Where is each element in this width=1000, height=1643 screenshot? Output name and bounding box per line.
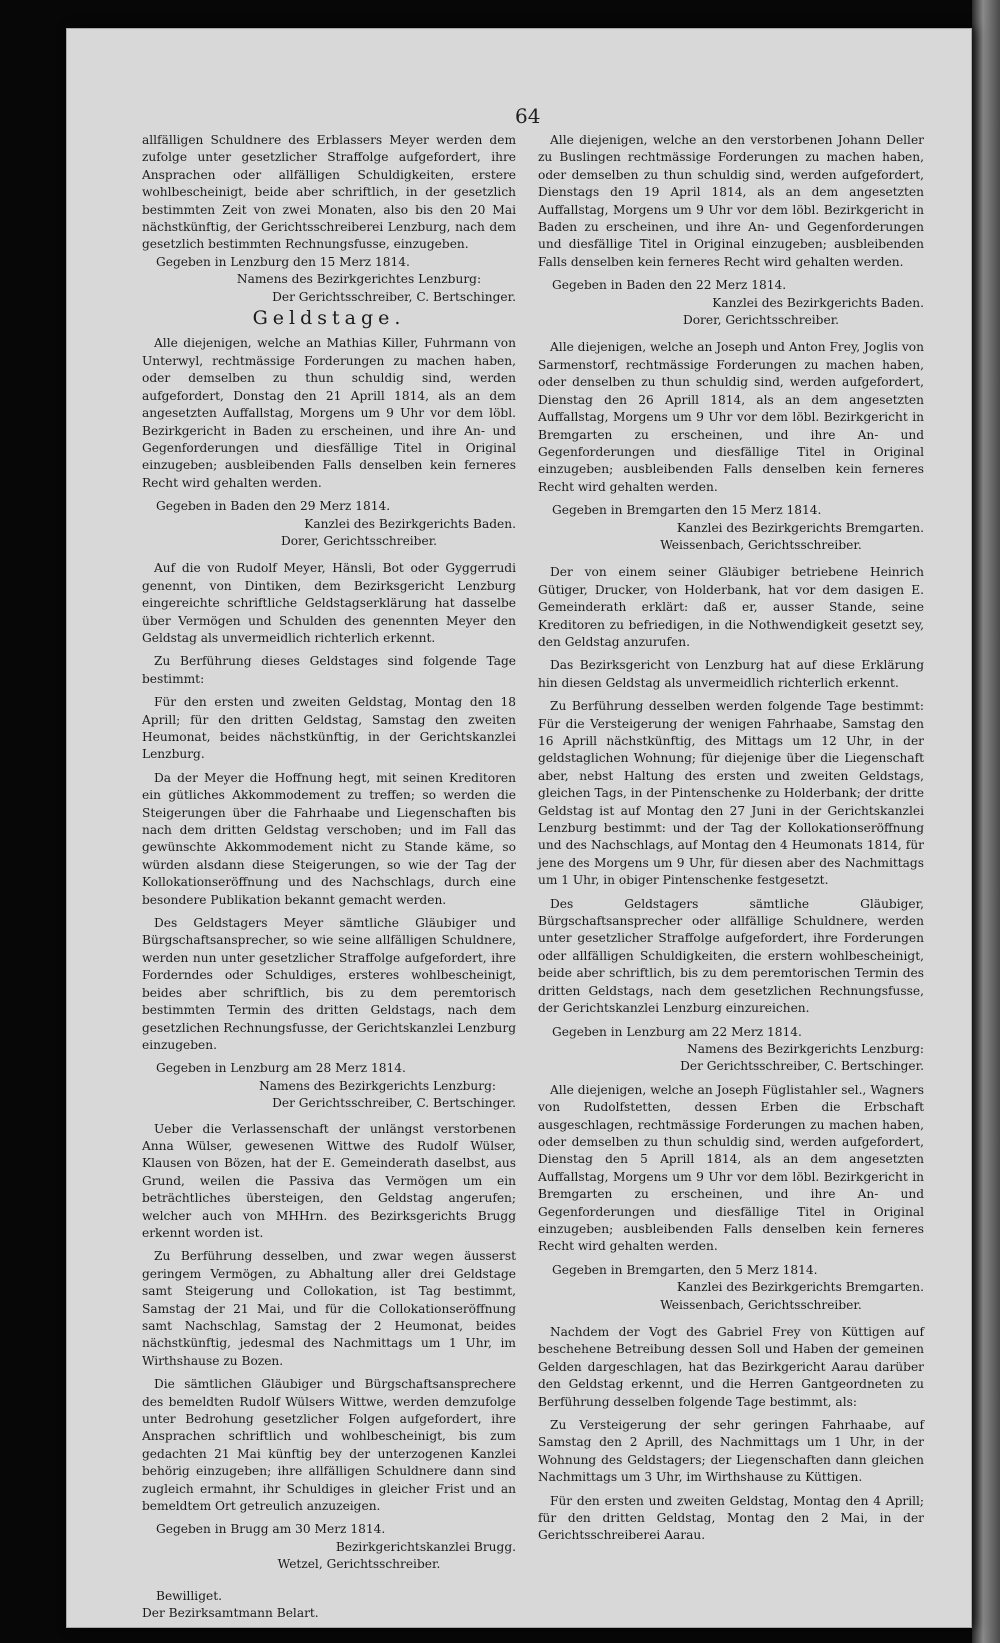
notice-text: allfälligen Schuldnere des Erblassers Meyer werden dem zufolge unter gesetzlicher Straffolge aufgefordert, ihre Ansprachen oder allfälligen Schuldigkeiten, erstere wohlbescheinigt, beide aber schriftlich, in der gesetzlich bestimmten Zeit von zwei Monaten, also bis den 20 Mai nächstkünftig, der Gerichtsschreiberei Lenzburg, nach dem gesetzlich bestimmten Rechnungsfusse, einzugeben. <box>142 133 516 252</box>
notice-paragraph: Nachdem der Vogt des Gabriel Frey von Küttigen auf beschehene Betreibung dessen Soll und Haben der gemeinen Gelden dargeschlagen, hat das Bezirkgericht Aarau darüber den Geldstag erkennt, und die Herren Gantgeordneten zu Berführung desselben folgende Tage bestimmt, als: <box>538 1325 924 1409</box>
notice-signature-office: Kanzlei des Bezirkgerichts Baden. <box>712 295 924 310</box>
notice-text: Alle diejenigen, welche an Mathias Killer, Fuhrmann von Unterwyl, rechtmässige Forderungen zu machen haben, oder demselben zu thun schuldig sind, werden aufgefordert, Donstag den 21 Aprill 1814, als an dem angesetzten Auffallstag, Morgens um 9 Uhr vor dem löbl. Bezirkgericht in Baden zu erscheinen, und ihre An- und Gegenforderungen und diesfällige Titel in Original einzugeben; ausbleibenden Falls denselben kein ferneres Recht wird gehalten werden. <box>142 336 516 490</box>
notice-date: Gegeben in Baden den 29 Merz 1814. <box>156 499 391 514</box>
notice-date: Gegeben in Brugg am 30 Merz 1814. <box>156 1522 386 1537</box>
notice-paragraph: Des Geldstagers Meyer sämtliche Gläubiger und Bürgschaftsansprecher, so wie seine allfälligen Schuldnere, werden nun unter gesetzlicher Straffolge aufgefordert, ihre Forderndes oder Schuldiges, ersteres wohlbescheinigt, beides aber schriftlich, bis zu dem peremtorisch bestimmten Termin des dritten Geldstags, nach dem gesetzlichen Rechnungsfusse, der Gerichtskanzlei Lenzburg einzugeben. <box>142 916 516 1052</box>
notice-paragraph: Auf die von Rudolf Meyer, Hänsli, Bot oder Gyggerrudi genennt, von Dintiken, dem Bezirksgericht Lenzburg eingereichte schriftliche Geldstagserklärung hat dasselbe über Vermögen und Schulden des genennten Meyer den Geldstag als unvermeidlich richterlich erkennt. <box>142 561 516 645</box>
notice-paragraph: Für den ersten und zweiten Geldstag, Montag den 18 Aprill; für den dritten Geldstag, Samstag den zweiten Heumonat, beides nächstkünftig, in der Gerichtskanzlei Lenzburg. <box>142 695 516 762</box>
notice-signature-office: Namens des Bezirkgerichtes Lenzburg: <box>236 272 482 287</box>
notice-signature-office: Kanzlei des Bezirkgerichts Bremgarten. <box>676 1280 924 1295</box>
notice-date: Gegeben in Bremgarten, den 5 Merz 1814. <box>552 1262 818 1277</box>
notice-signature-office: Namens des Bezirkgerichts Lenzburg: <box>687 1041 924 1056</box>
notice-paragraph: Die sämtlichen Gläubiger und Bürgschaftsansprechere des bemeldten Rudolf Wülsers Wittwe, werden demzufolge unter Bedrohung gesetzlicher Folgen aufgefordert, ihre Ansprachen schriftlich und wohlbescheinigt, bis zum gedachten 21 Mai künftig bey der unterzogenen Kanzlei behörig einzugeben; ihre allfälligen Schuldnere dann sind zugleich ermahnt, ihr Schuldiges in gleicher Frist und an bemeldtem Ort getreulich anzuzeigen. <box>142 1377 516 1514</box>
notice-signature-clerk: Dorer, Gerichtsschreiber. <box>280 533 438 548</box>
notice-date: Gegeben in Bremgarten den 15 Merz 1814. <box>552 503 822 518</box>
notice-signature-clerk: Der Gerichtsschreiber, C. Bertschinger. <box>272 289 516 304</box>
notice-signature-office: Namens des Bezirkgerichts Lenzburg: <box>259 1078 496 1093</box>
notice-text: Alle diejenigen, welche an den verstorbenen Johann Deller zu Buslingen rechtmässige Forderungen zu machen haben, oder demselben zu thun schuldig sind, werden aufgefordert, Dienstags den 19 April 1814, als an dem angesetzten Auffallstag, Morgens um 9 Uhr vor dem löbl. Bezirkgericht in Baden zu erscheinen, und ihre An- und Gegenforderungen und diesfällige Titel in Original einzugeben; ausbleibenden Falls denselben kein ferneres Recht wird gehalten werden. <box>538 133 924 269</box>
notice-date: Gegeben in Lenzburg am 22 Merz 1814. <box>552 1024 802 1039</box>
notice-paragraph: Ueber die Verlassenschaft der unlängst verstorbenen Anna Wülser, gewesenen Wittwe des Rudolf Wülser, Klausen von Bözen, hat der E. Gemeinderath daselbst, aus Grund, weilen die Passiva das Vermögen um ein beträchtliches übersteigen, den Geldstag angerufen; welcher auch von MHHrn. des Bezirksgerichts Brugg erkennt worden ist. <box>142 1121 516 1240</box>
notice-paragraph: Der von einem seiner Gläubiger betriebene Heinrich Gütiger, Drucker, von Holderbank, hat vor dem dasigen E. Gemeinderath erklärt: daß er, ausser Stande, seine Kreditoren zu befriedigen, in die Nothwendigkeit gesetzt sey, den Geldstag anzurufen. <box>538 565 924 649</box>
notice-signature-office: Bezirkgerichtskanzlei Brugg. <box>335 1539 516 1554</box>
notice-signature-office: Kanzlei des Bezirkgerichts Baden. <box>304 516 516 531</box>
approval-signature: Der Bezirksamtmann Belart. <box>142 1606 319 1621</box>
notice-paragraph: Das Bezirksgericht von Lenzburg hat auf diese Erklärung hin diesen Geldstag als unvermeidlich richterlich erkennt. <box>538 658 924 690</box>
notice-text: Alle diejenigen, welche an Joseph Füglistahler sel., Wagners von Rudolfstetten, dessen Erben die Erbschaft ausgeschlagen, rechtmässige Forderungen zu machen haben, oder demselben zu thun schuldig sind, werden aufgefordert, Dienstag den 5 Aprill 1814, als an dem angesetzten Auffallstag, Morgens um 9 Uhr vor dem löbl. Bezirkgericht in Bremgarten zu erscheinen, und ihre An- und Gegenforderungen und diesfällige Titel in Original einzugeben; ausbleibenden Falls denselben kein ferneres Recht wird gehalten werden. <box>538 1082 924 1254</box>
notice-wuelser <box>142 1121 516 1574</box>
approval-label: Bewilliget. <box>156 1588 222 1603</box>
notice-date: Gegeben in Lenzburg den 15 Merz 1814. <box>156 254 410 269</box>
notice-date: Gegeben in Lenzburg am 28 Merz 1814. <box>156 1061 406 1076</box>
notice-paragraph: Da der Meyer die Hoffnung hegt, mit seinen Kreditoren ein gütliches Akkommodement zu treffen; so werden die Steigerungen über die Fahrhaabe und Liegenschaften bis nach dem dritten Geldstag verschoben; und im Fall das gewünschte Akkommodement nicht zu Stande käme, so würden alsdann diese Steigerungen, so wie der Tag der Kollokationseröffnung und des Nachschlags, durch eine besondere Publikation bekannt gemacht werden. <box>142 770 516 907</box>
notice-frey-sarmenstorf <box>538 339 924 554</box>
notice-paragraph: Des Geldstagers sämtliche Gläubiger, Bürgschaftsansprecher oder allfällige Schuldnere, werden unter gesetzlicher Straffolge aufgefordert, ihre Forderungen oder allfälligen Schuldigkeiten, die erstern wohlbescheinigt, beide aber schriftlich, bis zu dem peremtorischen Termin des dritten Geldstags, nach dem gesetzlichen Rechnungsfusse, der Gerichtskanzlei Lenzburg einzureichen. <box>538 896 924 1016</box>
notice-signature-office: Kanzlei des Bezirkgerichts Bremgarten. <box>676 520 924 535</box>
notice-signature-clerk: Weissenbach, Gerichtsschreiber. <box>660 1297 862 1312</box>
notice-signature-clerk: Der Gerichtsschreiber, C. Bertschinger. <box>680 1059 924 1074</box>
notice-fueglistahler <box>538 1082 924 1314</box>
page-number: 64 <box>515 104 541 128</box>
right-column <box>538 132 924 1551</box>
notice-killer <box>142 335 516 550</box>
notice-date: Gegeben in Baden den 22 Merz 1814. <box>552 278 787 293</box>
notice-rudolf-meyer <box>142 560 516 1112</box>
notice-meyer-estate <box>142 132 516 306</box>
notice-paragraph: Zu Berführung desselben, und zwar wegen äusserst geringem Vermögen, zu Abhaltung aller drei Geldstage samt Steigerung und Collokation, ist Tag bestimmt, Samstag der 21 Mai, und für die Collokationseröffnung samt Nachschlag, Samstag der 2 Heumonat, beides nächstkünftig, jedesmal des Nachmittags um 1 Uhr, im Wirthshause zu Bozen. <box>142 1249 516 1368</box>
notice-signature-clerk: Der Gerichtsschreiber, C. Bertschinger. <box>272 1096 516 1111</box>
notice-text: Alle diejenigen, welche an Joseph und Anton Frey, Joglis von Sarmenstorf, rechtmässige Forderungen zu machen haben, oder denselben zu thun schuldig sind, werden aufgefordert, Dienstag den 26 Aprill 1814, als an dem angesetzten Auffallstag, Morgens um 9 Uhr vor dem löbl. Bezirkgericht in Bremgarten zu erscheinen, und ihre An- und Gegenforderungen und diesfällige Titel in Original einzugeben; ausbleibenden Falls denselben kein ferneres Recht wird gehalten werden. <box>538 340 924 494</box>
notice-gabriel-frey <box>538 1324 924 1545</box>
notice-signature-clerk: Weissenbach, Gerichtsschreiber. <box>660 537 862 552</box>
section-heading: Geldstage. <box>252 307 406 330</box>
notice-paragraph: Zu Versteigerung der sehr geringen Fahrhaabe, auf Samstag den 2 Aprill, des Nachmittags um 1 Uhr, in der Wohnung des Geldstagers; der Liegenschaften dann gleichen Nachmittags um 3 Uhr, im Wirthshause zu Küttigen. <box>538 1418 924 1485</box>
adjacent-page-edge <box>972 0 1000 1643</box>
notice-paragraph: Zu Berführung desselben werden folgende Tage bestimmt: Für die Versteigerung der wenigen Fahrhaabe, Samstag den 16 Aprill nächstkünftig, des Mittags um 12 Uhr, in der geldstaglichen Wohnung; für diejenige über die Liegenschaft aber, nebst Haltung des ersten und zweiten Geldstags, gleichen Tags, in der Pintenschenke zu Holderbank; der dritte Geldstag ist auf Montag den 27 Juni in der Gerichtskanzlei Lenzburg bestimmt: und der Tag der Kollokationseröffnung und des Nachschlags, auf Montag den 4 Heumonats 1814, für jene des Morgens um 9 Uhr, für diesen aber des Nachmittags um 1 Uhr, in obiger Pintenschenke festgesetzt. <box>538 699 924 888</box>
notice-paragraph: Für den ersten und zweiten Geldstag, Montag den 4 Aprill; für den dritten Geldstag, Montag den 2 Mai, in der Gerichtsschreiberei Aarau. <box>538 1493 924 1543</box>
left-column <box>142 132 516 1623</box>
notice-paragraph: Zu Berführung dieses Geldstages sind folgende Tage bestimmt: <box>142 654 516 686</box>
notice-deller <box>538 132 924 329</box>
notice-signature-clerk: Dorer, Gerichtsschreiber. <box>682 313 840 328</box>
notice-guetiger <box>538 564 924 1075</box>
notice-signature-clerk: Wetzel, Gerichtsschreiber. <box>277 1557 441 1572</box>
